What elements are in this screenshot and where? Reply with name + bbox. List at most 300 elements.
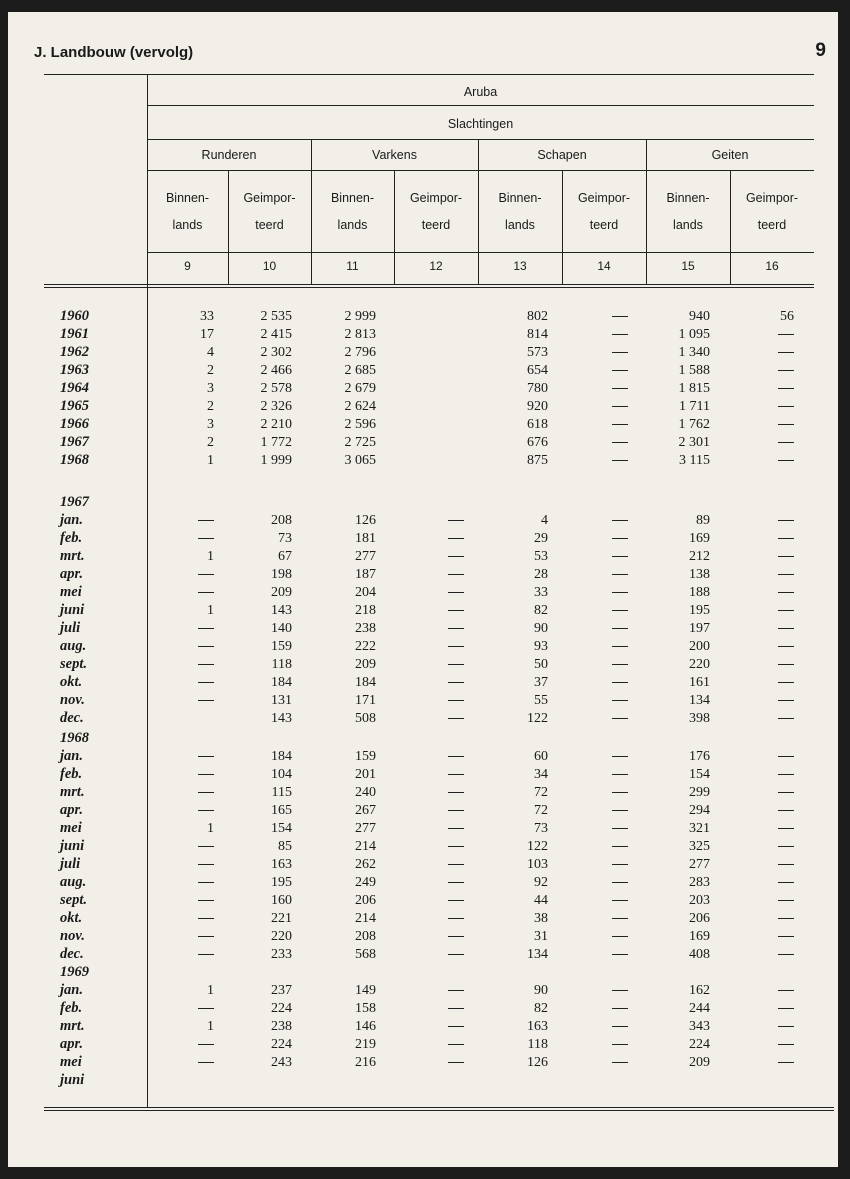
row-label: feb.	[60, 766, 83, 782]
subheader-1-line2: teerd	[255, 218, 284, 232]
table-cell-dash	[448, 828, 464, 829]
table-cell-dash	[612, 936, 628, 937]
row-label: okt.	[60, 674, 83, 690]
table-cell: 802	[527, 309, 548, 324]
table-cell: 218	[355, 603, 376, 618]
subheader-4: Binnen-	[498, 191, 542, 205]
table-cell-dash	[612, 792, 628, 793]
table-cell: 299	[689, 785, 710, 800]
table-cell-dash	[612, 990, 628, 991]
table-cell-dash	[612, 954, 628, 955]
table-cell: 568	[355, 947, 376, 962]
table-cell-dash	[612, 460, 628, 461]
table-cell-dash	[612, 682, 628, 683]
table-cell: 92	[534, 875, 548, 890]
row-label: 1967	[60, 494, 89, 510]
table-cell: 267	[355, 803, 376, 818]
table-cell-dash	[448, 936, 464, 937]
table-cell-dash	[612, 316, 628, 317]
row-label: nov.	[60, 692, 85, 708]
table-cell: 283	[689, 875, 710, 890]
table-cell: 187	[355, 567, 376, 582]
page-number: 9	[815, 40, 826, 61]
table-cell-dash	[448, 628, 464, 629]
table-cell: 209	[689, 1055, 710, 1070]
table-cell: 398	[689, 711, 710, 726]
table-cell-dash	[612, 520, 628, 521]
row-label: apr.	[60, 802, 83, 818]
table-cell: 654	[527, 363, 548, 378]
table-cell: 2 326	[260, 399, 292, 414]
table-cell: 146	[355, 1019, 376, 1034]
table-cell-dash	[778, 352, 794, 353]
subheader-5-line2: teerd	[589, 218, 619, 232]
subheader-7: Geimpor-	[745, 191, 799, 205]
subheader-6: Binnen-	[666, 191, 710, 205]
table-cell: 2	[207, 399, 214, 414]
rule-groups	[147, 170, 814, 171]
table-cell-dash	[778, 756, 794, 757]
row-label: juni	[60, 1072, 85, 1088]
table-cell: 1	[207, 549, 214, 564]
table-cell-dash	[778, 334, 794, 335]
table-cell: 118	[527, 1037, 548, 1052]
row-label: 1964	[60, 380, 89, 396]
table-cell: 3 065	[344, 453, 376, 468]
table-cell-dash	[448, 646, 464, 647]
row-label: 1962	[60, 344, 89, 360]
table-cell-dash	[448, 864, 464, 865]
rule-top	[44, 74, 814, 75]
table-cell: 184	[271, 749, 292, 764]
table-cell: 122	[527, 839, 548, 854]
table-cell: 3 115	[679, 453, 710, 468]
table-cell-dash	[448, 700, 464, 701]
table-cell-dash	[778, 628, 794, 629]
table-cell: 134	[527, 947, 548, 962]
table-cell-dash	[198, 682, 214, 683]
table-cell: 203	[689, 893, 710, 908]
table-cell-dash	[778, 460, 794, 461]
table-cell: 50	[534, 657, 548, 672]
table-cell: 243	[271, 1055, 292, 1070]
table-cell-dash	[448, 664, 464, 665]
table-cell-dash	[778, 556, 794, 557]
table-cell: 134	[689, 693, 710, 708]
table-cell-dash	[448, 954, 464, 955]
table-cell: 238	[355, 621, 376, 636]
table-cell: 814	[527, 327, 548, 342]
table-cell: 1	[207, 603, 214, 618]
table-cell: 277	[355, 549, 376, 564]
table-cell: 3	[207, 381, 214, 396]
table-cell: 214	[355, 911, 376, 926]
table-cell: 676	[527, 435, 548, 450]
table-cell: 220	[689, 657, 710, 672]
table-cell: 104	[271, 767, 292, 782]
table-cell: 206	[355, 893, 376, 908]
table-cell-dash	[448, 574, 464, 575]
table-cell: 31	[534, 929, 548, 944]
table-cell-dash	[778, 918, 794, 919]
table-cell: 2	[207, 363, 214, 378]
table-cell: 17	[200, 327, 214, 342]
table-cell: 237	[271, 983, 292, 998]
table-cell-dash	[612, 646, 628, 647]
table-cell-dash	[778, 1062, 794, 1063]
table-cell-dash	[198, 574, 214, 575]
row-label: mrt.	[60, 784, 85, 800]
table-cell: 277	[355, 821, 376, 836]
table-cell: 82	[534, 603, 548, 618]
row-label: juni	[60, 602, 85, 618]
table-cell: 154	[271, 821, 292, 836]
row-label: jan.	[60, 748, 83, 764]
column-number-0: 9	[184, 259, 191, 273]
rule-subheaders	[147, 252, 814, 253]
row-label: 1969	[60, 964, 89, 980]
table-cell: 138	[689, 567, 710, 582]
rule-bottom	[44, 1107, 834, 1108]
table-cell-dash	[612, 442, 628, 443]
table-cell: 4	[207, 345, 214, 360]
table-cell: 181	[355, 531, 376, 546]
table-cell: 33	[200, 309, 214, 324]
table-cell: 2	[207, 435, 214, 450]
row-label: juli	[60, 856, 81, 872]
rule-colnums	[44, 284, 814, 285]
table-cell: 780	[527, 381, 548, 396]
table-cell-dash	[778, 664, 794, 665]
table-cell-dash	[778, 774, 794, 775]
rule-bottom-2	[44, 1110, 834, 1111]
table-cell-dash	[448, 846, 464, 847]
table-cell-dash	[612, 388, 628, 389]
table-cell-dash	[778, 864, 794, 865]
table-cell: 2 796	[344, 345, 376, 360]
table-cell-dash	[778, 682, 794, 683]
table-cell: 159	[271, 639, 292, 654]
column-number-6: 15	[681, 259, 695, 273]
row-label: feb.	[60, 530, 83, 546]
table-cell: 220	[271, 929, 292, 944]
table-cell-dash	[778, 718, 794, 719]
table-cell-dash	[778, 1008, 794, 1009]
table-cell-dash	[778, 442, 794, 443]
table-cell-dash	[448, 756, 464, 757]
table-cell: 224	[271, 1037, 292, 1052]
table-cell: 115	[271, 785, 292, 800]
table-cell-dash	[448, 792, 464, 793]
table-cell: 1	[207, 1019, 214, 1034]
group-caption-2: Schapen	[537, 148, 587, 162]
table-cell-dash	[778, 1044, 794, 1045]
table-cell-dash	[778, 700, 794, 701]
table-cell: 618	[527, 417, 548, 432]
table-cell: 161	[689, 675, 710, 690]
row-label: 1960	[60, 308, 89, 324]
row-label: aug.	[60, 874, 87, 890]
table-cell: 90	[534, 983, 548, 998]
row-label: okt.	[60, 910, 83, 926]
table-cell: 29	[534, 531, 548, 546]
row-label: feb.	[60, 1000, 83, 1016]
table-cell: 126	[355, 513, 376, 528]
rule-slachtingen	[147, 139, 814, 140]
table-cell-dash	[198, 538, 214, 539]
table-cell-dash	[448, 682, 464, 683]
table-cell: 940	[689, 309, 710, 324]
table-cell-dash	[612, 900, 628, 901]
subheader-5: Geimpor-	[577, 191, 631, 205]
group-caption-0: Runderen	[201, 148, 257, 162]
column-number-1: 10	[262, 259, 277, 273]
table-cell-dash	[612, 918, 628, 919]
table-cell: 82	[534, 1001, 548, 1016]
table-cell: 37	[534, 675, 548, 690]
table-cell-dash	[778, 424, 794, 425]
table-cell: 122	[527, 711, 548, 726]
row-label: mei	[60, 1054, 82, 1070]
table-cell-dash	[198, 918, 214, 919]
table-cell-dash	[612, 406, 628, 407]
row-label: nov.	[60, 928, 85, 944]
table-cell-dash	[612, 700, 628, 701]
table-cell: 73	[278, 531, 292, 546]
group-caption-1: Varkens	[372, 148, 417, 162]
table-cell: 140	[271, 621, 292, 636]
subheader-6-line2: lands	[673, 218, 703, 232]
row-label: jan.	[60, 982, 83, 998]
table-cell-dash	[612, 628, 628, 629]
table-cell-dash	[448, 900, 464, 901]
row-label: 1965	[60, 398, 89, 414]
table-cell-dash	[448, 1044, 464, 1045]
table-cell-dash	[612, 1008, 628, 1009]
table-cell-dash	[198, 756, 214, 757]
table-cell: 165	[271, 803, 292, 818]
table-cell-dash	[778, 882, 794, 883]
table-cell-dash	[778, 828, 794, 829]
table-cell-dash	[612, 718, 628, 719]
row-label: 1966	[60, 416, 89, 432]
table-cell-dash	[612, 882, 628, 883]
table-cell: 3	[207, 417, 214, 432]
table-cell-dash	[448, 1008, 464, 1009]
subheader-2: Binnen-	[330, 191, 375, 205]
table-cell-dash	[198, 520, 214, 521]
table-cell-dash	[448, 610, 464, 611]
table-cell: 1 711	[679, 399, 710, 414]
row-label: mei	[60, 820, 82, 836]
table-cell: 208	[355, 929, 376, 944]
table-cell: 149	[355, 983, 376, 998]
table-cell-dash	[612, 756, 628, 757]
table-cell: 244	[689, 1001, 710, 1016]
rule-colnums-2	[44, 287, 814, 288]
table-cell-dash	[778, 990, 794, 991]
table-cell-dash	[198, 628, 214, 629]
table-cell-dash	[612, 810, 628, 811]
table-cell-dash	[612, 556, 628, 557]
table-cell: 1 340	[678, 345, 710, 360]
row-label: juni	[60, 838, 85, 854]
table-cell: 1 762	[678, 417, 710, 432]
table-cell-dash	[198, 882, 214, 883]
table-cell-dash	[198, 774, 214, 775]
table-cell-dash	[448, 592, 464, 593]
table-cell: 2 596	[344, 417, 376, 432]
table-cell-dash	[778, 610, 794, 611]
table-cell-dash	[612, 1026, 628, 1027]
table-cell: 89	[696, 513, 710, 528]
group-caption-3: Geiten	[711, 148, 749, 162]
row-label: jan.	[60, 512, 83, 528]
table-cell: 188	[689, 585, 710, 600]
table-cell-dash	[778, 954, 794, 955]
table-cell-dash	[778, 792, 794, 793]
table-cell: 2 999	[344, 309, 376, 324]
document-page	[8, 12, 838, 1167]
table-cell: 158	[355, 1001, 376, 1016]
table-cell: 169	[689, 531, 710, 546]
column-number-4: 13	[513, 259, 527, 273]
table-cell: 143	[271, 711, 292, 726]
column-number-7: 16	[765, 259, 779, 273]
table-cell: 163	[527, 1019, 548, 1034]
table-cell: 33	[534, 585, 548, 600]
table-cell-dash	[778, 846, 794, 847]
table-cell-dash	[612, 610, 628, 611]
table-cell: 198	[271, 567, 292, 582]
table-cell: 875	[527, 453, 548, 468]
table-cell-dash	[612, 334, 628, 335]
table-cell-dash	[448, 882, 464, 883]
table-cell-dash	[198, 664, 214, 665]
table-cell: 60	[534, 749, 548, 764]
table-cell: 2 725	[344, 435, 376, 450]
table-cell: 277	[689, 857, 710, 872]
table-cell: 67	[278, 549, 292, 564]
table-cell: 262	[355, 857, 376, 872]
table-cell: 2 466	[260, 363, 292, 378]
table-cell: 209	[271, 585, 292, 600]
table-cell: 325	[689, 839, 710, 854]
table-cell-dash	[448, 918, 464, 919]
table-cell: 103	[527, 857, 548, 872]
table-cell: 224	[689, 1037, 710, 1052]
table-cell-dash	[778, 370, 794, 371]
table-cell-dash	[778, 538, 794, 539]
table-cell: 126	[527, 1055, 548, 1070]
row-label: apr.	[60, 566, 83, 582]
table-cell-dash	[612, 592, 628, 593]
table-cell-dash	[612, 774, 628, 775]
table-cell-dash	[778, 388, 794, 389]
table-cell-dash	[448, 1026, 464, 1027]
table-cell: 72	[534, 803, 548, 818]
table-cell: 2 415	[260, 327, 292, 342]
subheader-2-line2: lands	[337, 218, 368, 232]
table-cell-dash	[198, 936, 214, 937]
table-cell: 209	[355, 657, 376, 672]
table-cell: 160	[271, 893, 292, 908]
table-cell-dash	[778, 810, 794, 811]
row-label: aug.	[60, 638, 87, 654]
table-cell-dash	[198, 954, 214, 955]
table-cell-dash	[198, 1062, 214, 1063]
table-cell-dash	[778, 936, 794, 937]
table-cell: 206	[689, 911, 710, 926]
table-cell-dash	[198, 864, 214, 865]
row-label: dec.	[60, 710, 84, 726]
table-cell-dash	[198, 1044, 214, 1045]
table-cell-dash	[612, 828, 628, 829]
table-cell: 4	[541, 513, 548, 528]
table-cell-dash	[448, 774, 464, 775]
subheader-7-line2: teerd	[757, 218, 787, 232]
table-cell: 1 588	[678, 363, 710, 378]
table-cell-dash	[612, 424, 628, 425]
table-cell: 221	[271, 911, 292, 926]
table-cell-dash	[612, 352, 628, 353]
table-cell: 212	[689, 549, 710, 564]
table-cell: 2 302	[260, 345, 292, 360]
table-cell: 240	[355, 785, 376, 800]
table-cell: 154	[689, 767, 710, 782]
subheader-4-line2: lands	[505, 218, 535, 232]
table-cell-dash	[612, 574, 628, 575]
row-label: 1963	[60, 362, 89, 378]
table-cell-dash	[612, 864, 628, 865]
table-cell-dash	[448, 718, 464, 719]
table-cell: 219	[355, 1037, 376, 1052]
table-cell: 162	[689, 983, 710, 998]
table-cell: 2 210	[260, 417, 292, 432]
table-cell-dash	[448, 810, 464, 811]
row-label: 1967	[60, 434, 89, 450]
table-cell-dash	[198, 646, 214, 647]
row-label: apr.	[60, 1036, 83, 1052]
table-cell-dash	[778, 900, 794, 901]
table-cell: 2 685	[344, 363, 376, 378]
table-cell: 143	[271, 603, 292, 618]
table-cell: 1 999	[260, 453, 292, 468]
row-label: 1968	[60, 452, 89, 468]
table-cell: 176	[689, 749, 710, 764]
table-cell-dash	[778, 592, 794, 593]
table-cell: 2 679	[344, 381, 376, 396]
table-cell: 118	[271, 657, 292, 672]
column-number-5: 14	[597, 259, 611, 273]
table-cell-dash	[612, 1062, 628, 1063]
table-cell: 169	[689, 929, 710, 944]
table-cell: 72	[534, 785, 548, 800]
table-cell: 38	[534, 911, 548, 926]
table-cell: 93	[534, 639, 548, 654]
table-cell-dash	[448, 556, 464, 557]
table-cell: 2 813	[344, 327, 376, 342]
table-cell: 195	[689, 603, 710, 618]
subheader-0: Binnen-	[165, 191, 210, 205]
table-cell: 1	[207, 453, 214, 468]
subheader-0-line2: lands	[172, 218, 203, 232]
table-cell: 201	[355, 767, 376, 782]
column-number-3: 12	[429, 259, 443, 273]
table-cell: 1 095	[678, 327, 710, 342]
subheader-1: Geimpor-	[243, 191, 296, 205]
table-cell: 184	[355, 675, 376, 690]
